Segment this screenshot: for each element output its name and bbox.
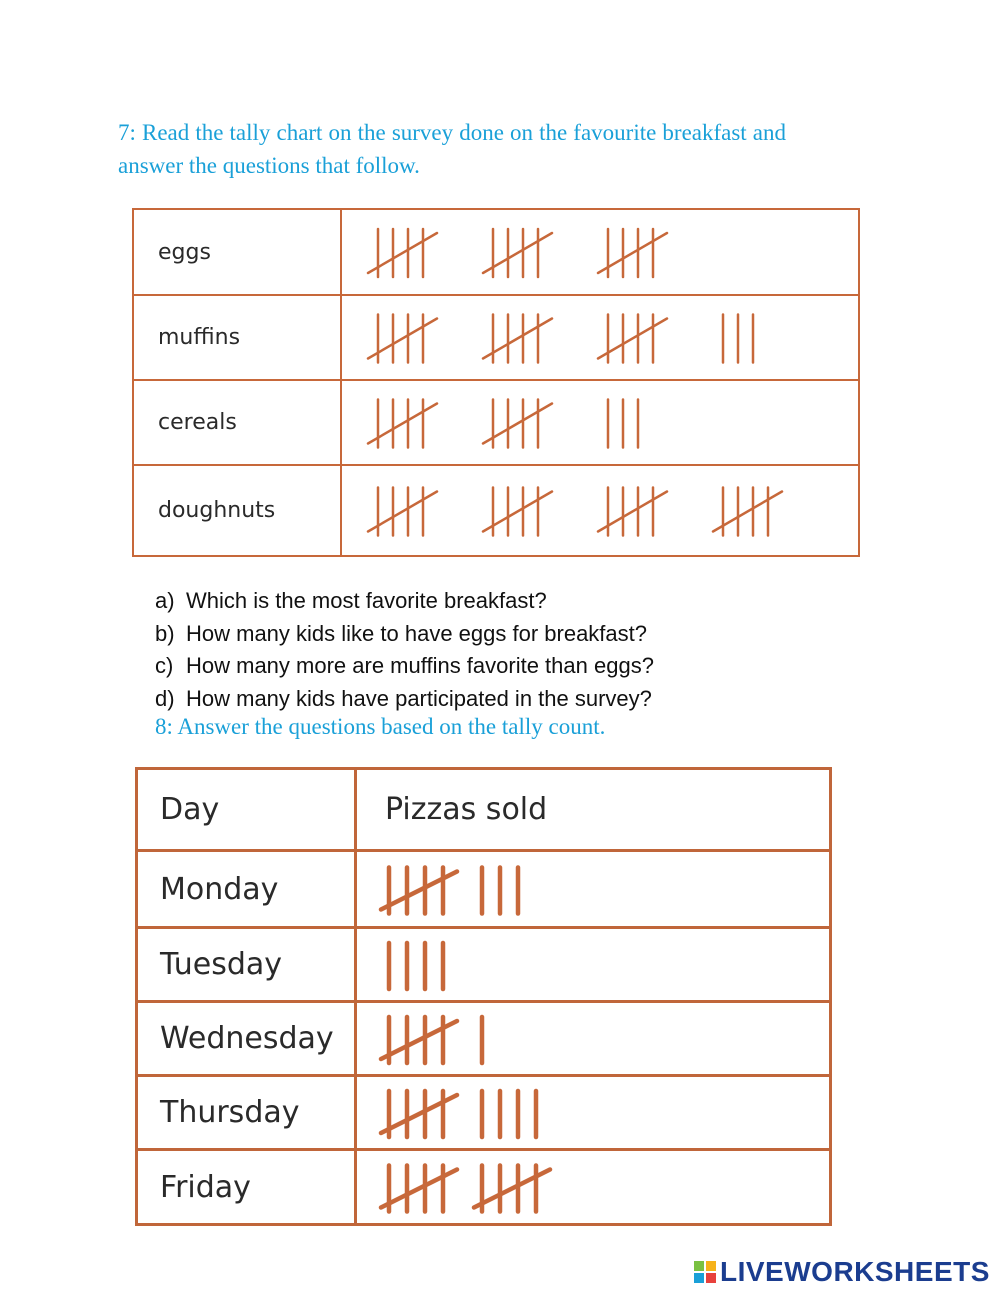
tally-marks	[357, 1151, 827, 1226]
tally-slash	[381, 1021, 457, 1059]
question-text: How many kids have participated in the survey?	[186, 685, 652, 711]
header-pizzas-sold: Pizzas sold	[356, 769, 831, 851]
table-row	[133, 295, 859, 380]
tally-slash	[381, 1095, 457, 1133]
row-label: cereals	[133, 380, 341, 465]
row-label: doughnuts	[133, 465, 341, 556]
tally-cell	[356, 1150, 831, 1225]
question-item	[155, 651, 654, 684]
row-label: eggs	[133, 209, 341, 295]
row-label: Wednesday	[137, 1002, 356, 1076]
tally-marks	[342, 296, 882, 381]
tally-cell	[356, 1076, 831, 1150]
row-label: Friday	[137, 1150, 356, 1225]
tally-marks	[342, 466, 882, 557]
question-list	[155, 586, 654, 716]
tally-marks	[357, 1077, 827, 1151]
question-7-instructions: 7: Read the tally chart on the survey done on the favourite breakfast and answer the questions that follow.	[118, 120, 786, 178]
table-header-row	[137, 769, 831, 851]
question-text: How many kids like to have eggs for breakfast?	[186, 620, 648, 646]
row-label: Tuesday	[137, 928, 356, 1002]
pizza-tally-table	[135, 767, 832, 1226]
table-row	[137, 851, 831, 928]
tally-cell	[356, 1002, 831, 1076]
table-row	[133, 209, 859, 295]
breakfast-tally-table	[132, 208, 860, 557]
question-marker: c)	[155, 653, 174, 678]
question-item	[155, 586, 654, 619]
question-item	[155, 684, 654, 717]
tally-slash	[381, 1170, 457, 1208]
tally-marks	[342, 210, 882, 296]
tally-marks	[357, 1003, 827, 1077]
tally-marks	[357, 929, 827, 1003]
question-marker: b)	[155, 620, 175, 646]
table-row	[137, 1076, 831, 1150]
tally-slash	[474, 1170, 550, 1208]
tally-cell	[341, 380, 859, 465]
question-text: Which is the most favorite breakfast?	[186, 588, 547, 613]
tally-slash	[381, 872, 457, 910]
table-row	[133, 380, 859, 465]
liveworksheets-logo	[694, 1256, 990, 1288]
logo-icon	[694, 1261, 716, 1283]
row-label: Monday	[137, 851, 356, 928]
table-row	[133, 465, 859, 556]
logo-text: LIVEWORKSHEETS	[720, 1256, 990, 1287]
question-8-instructions: 8: Answer the questions based on the tally count.	[155, 714, 606, 739]
header-day: Day	[137, 769, 356, 851]
table-row	[137, 928, 831, 1002]
tally-cell	[341, 209, 859, 295]
table-row	[137, 1150, 831, 1225]
tally-cell	[356, 851, 831, 928]
row-label: Thursday	[137, 1076, 356, 1150]
tally-marks	[342, 381, 882, 466]
tally-cell	[356, 928, 831, 1002]
question-marker: d)	[155, 685, 175, 711]
question-marker: a)	[155, 588, 175, 613]
question-item	[155, 619, 654, 652]
table-row	[137, 1002, 831, 1076]
row-label: muffins	[133, 295, 341, 380]
tally-cell	[341, 465, 859, 556]
tally-marks	[357, 852, 827, 929]
tally-cell	[341, 295, 859, 380]
question-text: How many more are muffins favorite than eggs?	[186, 653, 654, 678]
